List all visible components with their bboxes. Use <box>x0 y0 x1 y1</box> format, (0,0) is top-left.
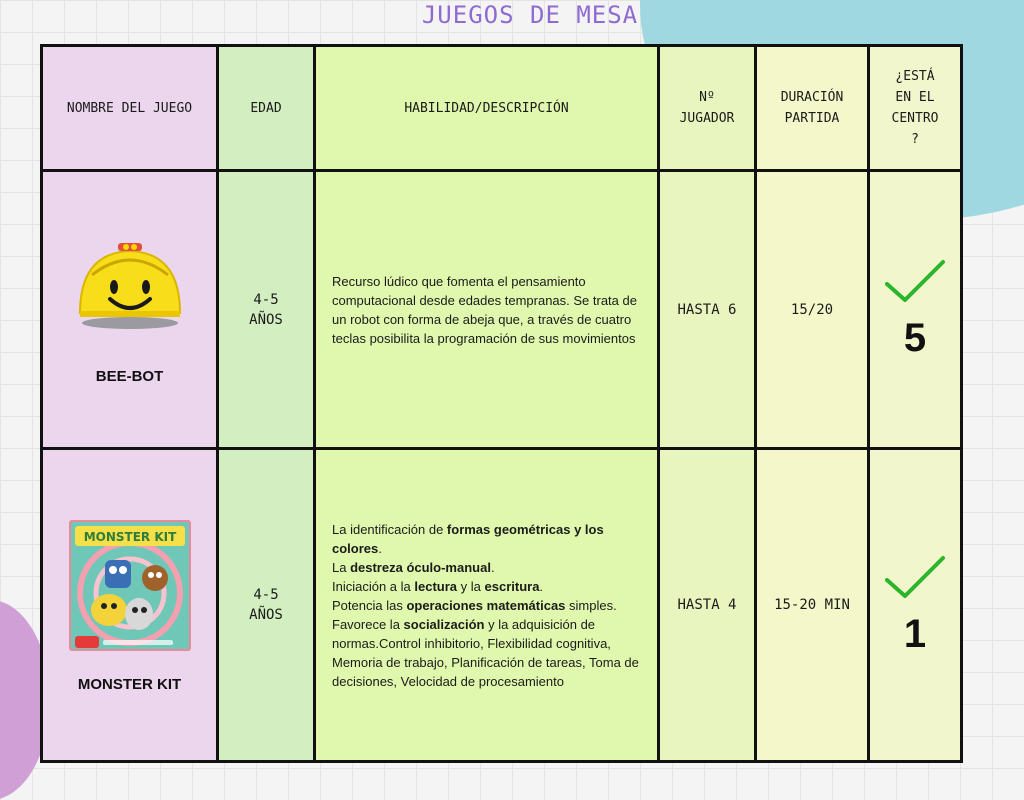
desc-bold: formas geométricas y los colores <box>332 521 604 556</box>
header-jugadores-line2: JUGADOR <box>679 111 735 126</box>
header-centro <box>869 46 962 171</box>
header-centro-line1: ¿ESTÁ <box>895 69 935 84</box>
header-duracion-line1: DURACIÓN <box>780 90 844 105</box>
duration-value: 15-20 MIN <box>774 597 850 613</box>
header-duracion <box>756 46 869 171</box>
age-cell <box>218 171 315 449</box>
desc-bold: socialización <box>403 616 485 632</box>
game-description: Recurso lúdico que fomenta el pensamiento computacional desde edades tempranas. Se trata de un robot con forma de abeja que, a través de cuatro teclas posibilita la programación de sus movimientos <box>332 273 637 346</box>
box-title: MONSTER KIT <box>83 529 176 544</box>
age-line1: 4-5 <box>253 291 279 308</box>
check-icon <box>870 554 960 602</box>
desc-text: . <box>490 559 495 575</box>
desc-bold: escritura <box>484 578 540 594</box>
desc-text: y la adquisición de normas.Control inhibitorio, Flexibilidad cognitiva, Memoria de trabajo, Planificación de tareas, Toma de decisiones, Velocidad de procesamiento <box>332 616 639 689</box>
monster-kit-box-icon <box>43 518 216 658</box>
duration-value: 15/20 <box>790 301 834 318</box>
desc-text: . <box>378 540 382 556</box>
duration-cell <box>756 449 869 762</box>
availability-cell <box>869 449 962 762</box>
desc-text: La identificación de <box>332 521 447 537</box>
page-title: JUEGOS DE MESA <box>421 1 639 29</box>
header-edad: EDAD <box>218 46 315 171</box>
desc-text: Potencia las <box>332 597 407 613</box>
bee-bot-robot-icon <box>43 235 216 340</box>
players-cell <box>659 449 756 762</box>
age-line1: 4-5 <box>253 587 279 603</box>
desc-text: Favorece la <box>332 616 404 632</box>
header-centro-line3: CENTRO <box>891 111 939 126</box>
desc-text: . <box>539 578 544 594</box>
desc-text: y la <box>457 578 485 594</box>
desc-bold: lectura <box>414 578 458 594</box>
description-cell <box>315 171 659 449</box>
desc-text: La <box>332 559 351 575</box>
table-header-row <box>42 46 962 171</box>
header-nombre: NOMBRE DEL JUEGO <box>42 46 218 171</box>
header-jugadores <box>659 46 756 171</box>
count-value: 1 <box>903 611 927 656</box>
game-cell <box>42 449 218 762</box>
players-cell <box>659 171 756 449</box>
age-line2: AÑOS <box>249 607 283 623</box>
game-name: MONSTER KIT <box>77 675 182 693</box>
table-row <box>42 171 962 449</box>
count-value: 5 <box>903 316 927 360</box>
header-centro-line2: EN EL <box>895 90 935 105</box>
game-description <box>316 520 657 691</box>
duration-cell <box>756 171 869 449</box>
desc-bold: operaciones matemáticas <box>406 597 566 613</box>
game-cell <box>42 171 218 449</box>
games-table <box>40 44 963 763</box>
check-icon <box>870 258 960 306</box>
header-habilidad: HABILIDAD/DESCRIPCIÓN <box>315 46 659 171</box>
table-row <box>42 449 962 762</box>
age-line2: AÑOS <box>249 311 283 328</box>
header-duracion-line2: PARTIDA <box>784 111 840 126</box>
desc-bold: destreza óculo-manual <box>350 559 491 575</box>
game-name: BEE-BOT <box>95 367 164 385</box>
availability-cell <box>869 171 962 449</box>
desc-text: Iniciación a la <box>332 578 415 594</box>
players-value: HASTA 6 <box>677 301 737 318</box>
players-value: HASTA 4 <box>677 597 737 613</box>
header-centro-line4: ? <box>911 132 919 147</box>
description-cell <box>315 449 659 762</box>
age-cell <box>218 449 315 762</box>
desc-text: simples. <box>565 597 617 613</box>
header-jugadores-line1: Nº <box>699 90 715 105</box>
